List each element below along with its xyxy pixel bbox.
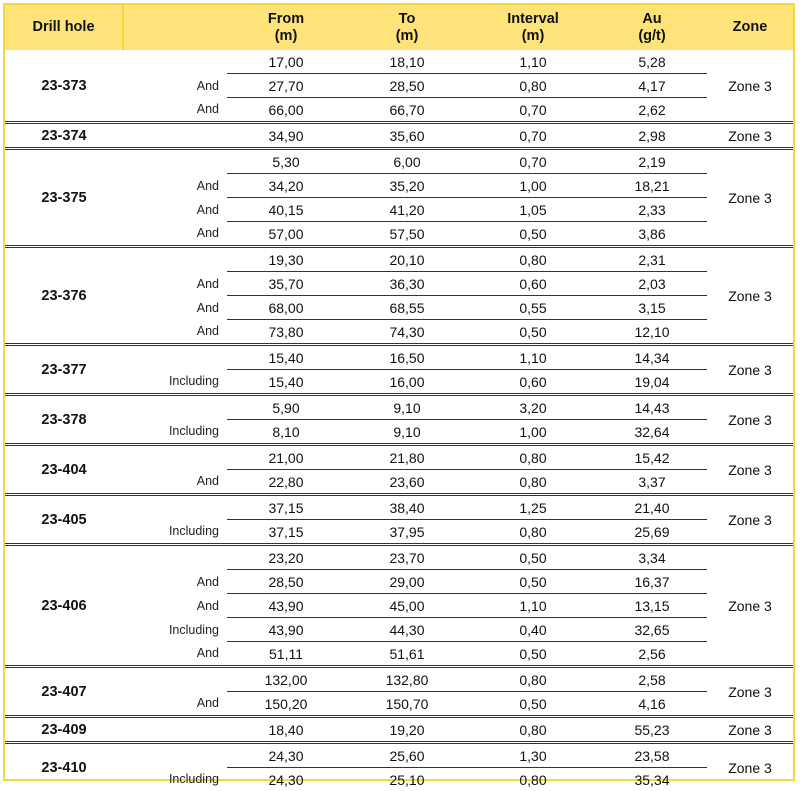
qualifier: And bbox=[123, 320, 227, 345]
au-value: 3,15 bbox=[597, 296, 707, 320]
drill-hole-id: 23-374 bbox=[5, 123, 123, 149]
interval-value: 0,60 bbox=[469, 370, 597, 395]
interval-value: 0,50 bbox=[469, 692, 597, 717]
to-value: 16,00 bbox=[345, 370, 469, 395]
to-value: 16,50 bbox=[345, 345, 469, 370]
interval-value: 1,10 bbox=[469, 345, 597, 370]
au-value: 12,10 bbox=[597, 320, 707, 345]
to-value: 68,55 bbox=[345, 296, 469, 320]
from-value: 28,50 bbox=[227, 570, 345, 594]
interval-value: 0,80 bbox=[469, 520, 597, 545]
to-value: 29,00 bbox=[345, 570, 469, 594]
from-value: 73,80 bbox=[227, 320, 345, 345]
from-value: 17,00 bbox=[227, 50, 345, 74]
interval-value: 1,25 bbox=[469, 495, 597, 520]
drill-hole-id: 23-373 bbox=[5, 50, 123, 123]
interval-value: 0,50 bbox=[469, 320, 597, 345]
qualifier: Including bbox=[123, 370, 227, 395]
zone-value: Zone 3 bbox=[707, 123, 793, 149]
interval-value: 0,40 bbox=[469, 618, 597, 642]
qualifier: And bbox=[123, 570, 227, 594]
qualifier: And bbox=[123, 98, 227, 123]
au-value: 4,17 bbox=[597, 74, 707, 98]
from-value: 34,90 bbox=[227, 123, 345, 149]
zone-value: Zone 3 bbox=[707, 667, 793, 717]
interval-value: 0,50 bbox=[469, 545, 597, 570]
from-value: 35,70 bbox=[227, 272, 345, 296]
table-row bbox=[5, 247, 793, 272]
table-row bbox=[5, 74, 793, 98]
qualifier bbox=[123, 50, 227, 74]
table-row bbox=[5, 296, 793, 320]
header-zone: Zone bbox=[707, 5, 793, 50]
au-value: 5,28 bbox=[597, 50, 707, 74]
qualifier bbox=[123, 345, 227, 370]
from-value: 51,11 bbox=[227, 642, 345, 667]
au-value: 2,56 bbox=[597, 642, 707, 667]
from-value: 18,40 bbox=[227, 717, 345, 743]
au-value: 15,42 bbox=[597, 445, 707, 470]
to-value: 18,10 bbox=[345, 50, 469, 74]
qualifier: And bbox=[123, 692, 227, 717]
qualifier bbox=[123, 247, 227, 272]
qualifier bbox=[123, 495, 227, 520]
au-value: 14,34 bbox=[597, 345, 707, 370]
interval-value: 1,10 bbox=[469, 594, 597, 618]
table-row bbox=[5, 272, 793, 296]
from-value: 21,00 bbox=[227, 445, 345, 470]
interval-value: 0,70 bbox=[469, 98, 597, 123]
interval-value: 0,50 bbox=[469, 570, 597, 594]
drill-hole-id: 23-404 bbox=[5, 445, 123, 495]
from-value: 24,30 bbox=[227, 768, 345, 791]
qualifier: And bbox=[123, 174, 227, 198]
drill-hole-id: 23-410 bbox=[5, 743, 123, 791]
au-value: 2,98 bbox=[597, 123, 707, 149]
interval-value: 0,60 bbox=[469, 272, 597, 296]
from-value: 24,30 bbox=[227, 743, 345, 768]
to-value: 38,40 bbox=[345, 495, 469, 520]
zone-value: Zone 3 bbox=[707, 345, 793, 395]
interval-value: 0,80 bbox=[469, 768, 597, 791]
au-value: 3,37 bbox=[597, 470, 707, 495]
qualifier bbox=[123, 667, 227, 692]
table-row bbox=[5, 520, 793, 545]
qualifier bbox=[123, 545, 227, 570]
table-row bbox=[5, 495, 793, 520]
header-au bbox=[597, 5, 707, 50]
qualifier: And bbox=[123, 198, 227, 222]
from-value: 34,20 bbox=[227, 174, 345, 198]
table-row bbox=[5, 743, 793, 768]
header-to-unit: (m) bbox=[396, 28, 419, 44]
table-row bbox=[5, 445, 793, 470]
drill-hole-id: 23-406 bbox=[5, 545, 123, 667]
zone-value: Zone 3 bbox=[707, 495, 793, 545]
drill-hole-id: 23-376 bbox=[5, 247, 123, 345]
qualifier: And bbox=[123, 74, 227, 98]
qualifier bbox=[123, 395, 227, 420]
header-to bbox=[345, 5, 469, 50]
from-value: 43,90 bbox=[227, 594, 345, 618]
to-value: 28,50 bbox=[345, 74, 469, 98]
from-value: 37,15 bbox=[227, 495, 345, 520]
drill-results-table-frame bbox=[3, 3, 795, 781]
from-value: 40,15 bbox=[227, 198, 345, 222]
drill-hole-id: 23-405 bbox=[5, 495, 123, 545]
from-value: 15,40 bbox=[227, 345, 345, 370]
header-au-unit: (g/t) bbox=[638, 28, 665, 44]
from-value: 23,20 bbox=[227, 545, 345, 570]
interval-value: 0,55 bbox=[469, 296, 597, 320]
table-row bbox=[5, 768, 793, 791]
interval-value: 0,50 bbox=[469, 642, 597, 667]
from-value: 150,20 bbox=[227, 692, 345, 717]
table-row bbox=[5, 642, 793, 667]
to-value: 9,10 bbox=[345, 395, 469, 420]
from-value: 57,00 bbox=[227, 222, 345, 247]
interval-value: 0,50 bbox=[469, 222, 597, 247]
table-row bbox=[5, 395, 793, 420]
table-row bbox=[5, 667, 793, 692]
drill-hole-id: 23-375 bbox=[5, 149, 123, 247]
qualifier: And bbox=[123, 272, 227, 296]
table-row bbox=[5, 198, 793, 222]
qualifier: And bbox=[123, 642, 227, 667]
to-value: 132,80 bbox=[345, 667, 469, 692]
zone-value: Zone 3 bbox=[707, 717, 793, 743]
from-value: 68,00 bbox=[227, 296, 345, 320]
from-value: 22,80 bbox=[227, 470, 345, 495]
qualifier bbox=[123, 123, 227, 149]
table-row bbox=[5, 594, 793, 618]
au-value: 3,34 bbox=[597, 545, 707, 570]
from-value: 66,00 bbox=[227, 98, 345, 123]
table-row bbox=[5, 123, 793, 149]
interval-value: 0,80 bbox=[469, 470, 597, 495]
interval-value: 0,80 bbox=[469, 74, 597, 98]
table-row bbox=[5, 50, 793, 74]
to-value: 45,00 bbox=[345, 594, 469, 618]
to-value: 35,20 bbox=[345, 174, 469, 198]
qualifier bbox=[123, 717, 227, 743]
table-row bbox=[5, 370, 793, 395]
au-value: 4,16 bbox=[597, 692, 707, 717]
drill-hole-id: 23-407 bbox=[5, 667, 123, 717]
to-value: 6,00 bbox=[345, 149, 469, 174]
interval-value: 1,30 bbox=[469, 743, 597, 768]
to-value: 57,50 bbox=[345, 222, 469, 247]
au-value: 2,03 bbox=[597, 272, 707, 296]
au-value: 13,15 bbox=[597, 594, 707, 618]
from-value: 132,00 bbox=[227, 667, 345, 692]
zone-value: Zone 3 bbox=[707, 149, 793, 247]
au-value: 2,33 bbox=[597, 198, 707, 222]
interval-value: 0,80 bbox=[469, 247, 597, 272]
au-value: 32,64 bbox=[597, 420, 707, 445]
to-value: 20,10 bbox=[345, 247, 469, 272]
zone-value: Zone 3 bbox=[707, 545, 793, 667]
au-value: 21,40 bbox=[597, 495, 707, 520]
table-row bbox=[5, 545, 793, 570]
zone-value: Zone 3 bbox=[707, 445, 793, 495]
au-value: 2,62 bbox=[597, 98, 707, 123]
table-row bbox=[5, 420, 793, 445]
to-value: 74,30 bbox=[345, 320, 469, 345]
au-value: 2,31 bbox=[597, 247, 707, 272]
qualifier: And bbox=[123, 470, 227, 495]
from-value: 27,70 bbox=[227, 74, 345, 98]
au-value: 23,58 bbox=[597, 743, 707, 768]
header-interval-label: Interval bbox=[507, 11, 559, 27]
from-value: 5,90 bbox=[227, 395, 345, 420]
au-value: 32,65 bbox=[597, 618, 707, 642]
au-value: 19,04 bbox=[597, 370, 707, 395]
to-value: 25,60 bbox=[345, 743, 469, 768]
to-value: 51,61 bbox=[345, 642, 469, 667]
to-value: 41,20 bbox=[345, 198, 469, 222]
au-value: 55,23 bbox=[597, 717, 707, 743]
to-value: 44,30 bbox=[345, 618, 469, 642]
au-value: 3,86 bbox=[597, 222, 707, 247]
drill-results-table bbox=[5, 5, 793, 791]
table-row bbox=[5, 149, 793, 174]
interval-value: 0,70 bbox=[469, 123, 597, 149]
drill-hole-id: 23-409 bbox=[5, 717, 123, 743]
to-value: 23,60 bbox=[345, 470, 469, 495]
table-body bbox=[5, 50, 793, 791]
table-row bbox=[5, 320, 793, 345]
au-value: 16,37 bbox=[597, 570, 707, 594]
qualifier: Including bbox=[123, 520, 227, 545]
qualifier bbox=[123, 445, 227, 470]
drill-hole-id: 23-378 bbox=[5, 395, 123, 445]
to-value: 35,60 bbox=[345, 123, 469, 149]
qualifier: Including bbox=[123, 768, 227, 791]
to-value: 19,20 bbox=[345, 717, 469, 743]
from-value: 8,10 bbox=[227, 420, 345, 445]
header-to-label: To bbox=[399, 11, 416, 27]
au-value: 18,21 bbox=[597, 174, 707, 198]
header-interval bbox=[469, 5, 597, 50]
interval-value: 0,80 bbox=[469, 717, 597, 743]
table-row bbox=[5, 470, 793, 495]
qualifier: Including bbox=[123, 420, 227, 445]
au-value: 35,34 bbox=[597, 768, 707, 791]
header-au-label: Au bbox=[642, 11, 661, 27]
zone-value: Zone 3 bbox=[707, 50, 793, 123]
to-value: 36,30 bbox=[345, 272, 469, 296]
to-value: 25,10 bbox=[345, 768, 469, 791]
header-drill-hole: Drill hole bbox=[5, 5, 123, 50]
qualifier: And bbox=[123, 296, 227, 320]
qualifier: Including bbox=[123, 618, 227, 642]
table-row bbox=[5, 692, 793, 717]
to-value: 21,80 bbox=[345, 445, 469, 470]
qualifier: And bbox=[123, 594, 227, 618]
qualifier bbox=[123, 149, 227, 174]
header-qualifier bbox=[123, 5, 227, 50]
zone-value: Zone 3 bbox=[707, 743, 793, 791]
au-value: 2,58 bbox=[597, 667, 707, 692]
qualifier bbox=[123, 743, 227, 768]
header-row bbox=[5, 5, 793, 50]
table-row bbox=[5, 717, 793, 743]
from-value: 15,40 bbox=[227, 370, 345, 395]
au-value: 25,69 bbox=[597, 520, 707, 545]
header-from-unit: (m) bbox=[275, 28, 298, 44]
to-value: 66,70 bbox=[345, 98, 469, 123]
table-row bbox=[5, 570, 793, 594]
interval-value: 3,20 bbox=[469, 395, 597, 420]
header-from bbox=[227, 5, 345, 50]
to-value: 9,10 bbox=[345, 420, 469, 445]
to-value: 23,70 bbox=[345, 545, 469, 570]
drill-hole-id: 23-377 bbox=[5, 345, 123, 395]
table-row bbox=[5, 98, 793, 123]
zone-value: Zone 3 bbox=[707, 247, 793, 345]
header-from-label: From bbox=[268, 11, 304, 27]
interval-value: 1,05 bbox=[469, 198, 597, 222]
au-value: 2,19 bbox=[597, 149, 707, 174]
header-interval-unit: (m) bbox=[522, 28, 545, 44]
table-row bbox=[5, 345, 793, 370]
table-row bbox=[5, 222, 793, 247]
from-value: 19,30 bbox=[227, 247, 345, 272]
qualifier: And bbox=[123, 222, 227, 247]
to-value: 37,95 bbox=[345, 520, 469, 545]
from-value: 37,15 bbox=[227, 520, 345, 545]
zone-value: Zone 3 bbox=[707, 395, 793, 445]
from-value: 43,90 bbox=[227, 618, 345, 642]
table-row bbox=[5, 174, 793, 198]
to-value: 150,70 bbox=[345, 692, 469, 717]
interval-value: 0,70 bbox=[469, 149, 597, 174]
table-row bbox=[5, 618, 793, 642]
interval-value: 1,00 bbox=[469, 174, 597, 198]
interval-value: 0,80 bbox=[469, 445, 597, 470]
au-value: 14,43 bbox=[597, 395, 707, 420]
from-value: 5,30 bbox=[227, 149, 345, 174]
interval-value: 1,00 bbox=[469, 420, 597, 445]
interval-value: 1,10 bbox=[469, 50, 597, 74]
interval-value: 0,80 bbox=[469, 667, 597, 692]
